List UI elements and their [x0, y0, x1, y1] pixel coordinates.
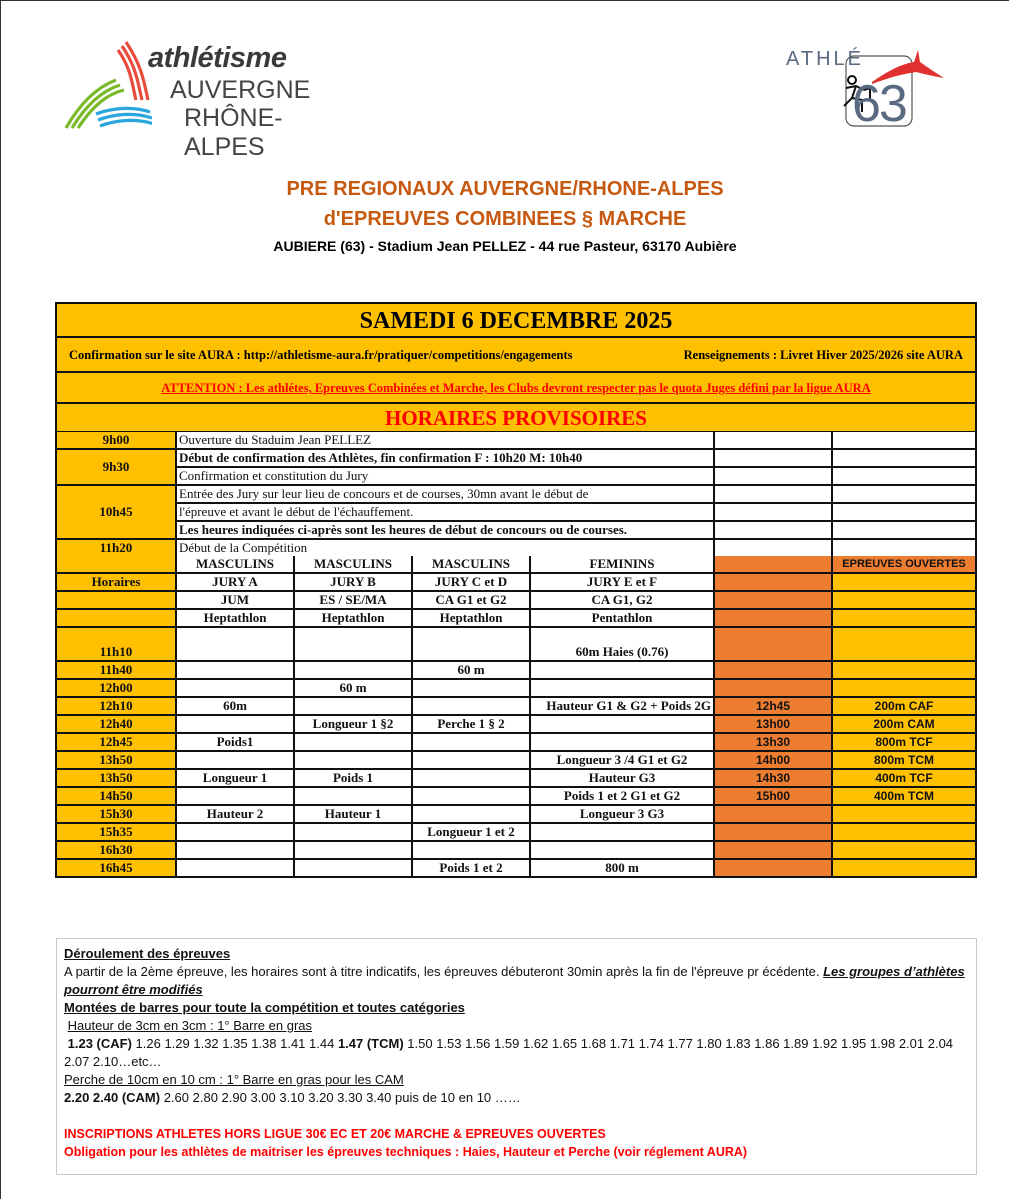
event-cell-c2 — [294, 733, 412, 751]
info-band — [57, 338, 975, 373]
event-cell-c3 — [412, 679, 530, 697]
event-cell-c3 — [412, 841, 530, 859]
empty-cell — [832, 485, 975, 503]
time-cell: 11h40 — [57, 661, 176, 679]
open-event-time: 13h00 — [714, 715, 832, 733]
event-cell-c3 — [412, 697, 530, 715]
event-cell-c1 — [176, 644, 294, 661]
intro-row — [57, 539, 975, 556]
event-cell-c2 — [294, 644, 412, 661]
empty-cell — [714, 467, 832, 485]
event-cell-c1: Hauteur 2 — [176, 805, 294, 823]
event-cell-c2: ES / SE/MA — [294, 591, 412, 609]
intro-row — [57, 521, 975, 539]
perche-bold: 2.20 2.40 (CAM) — [64, 1090, 161, 1105]
open-event-time — [714, 661, 832, 679]
event-cell-c4: 60m Haies (0.76) — [530, 644, 714, 661]
event-cell-c1 — [176, 715, 294, 733]
intro-time: 9h00 — [57, 432, 176, 449]
logo-aura-graphic-icon — [62, 40, 152, 135]
time-cell: 13h50 — [57, 769, 176, 787]
intro-description: Confirmation et constitution du Jury — [176, 467, 714, 485]
event-cell-c4: 800 m — [530, 859, 714, 876]
open-event-name — [832, 591, 975, 609]
event-cell-c1 — [176, 823, 294, 841]
open-event-name — [832, 841, 975, 859]
time-cell — [57, 609, 176, 627]
time-cell: 12h40 — [57, 715, 176, 733]
event-cell-c4 — [530, 841, 714, 859]
open-event-time — [714, 609, 832, 627]
schedule-row — [57, 697, 975, 715]
event-cell-c2 — [294, 627, 412, 644]
intro-description: Ouverture du Staduim Jean PELLEZ — [176, 432, 714, 449]
time-cell: 12h45 — [57, 733, 176, 751]
open-event-time: 14h00 — [714, 751, 832, 769]
open-event-time — [714, 859, 832, 876]
renseignements-text: Renseignements : Livret Hiver 2025/2026 site AURA — [683, 348, 963, 362]
open-event-time — [714, 644, 832, 661]
event-cell-c2: Poids 1 — [294, 769, 412, 787]
confirmation-link-text[interactable]: Confirmation sur le site AURA : http://athletisme-aura.fr/pratiquer/competitions/engagements — [69, 348, 573, 362]
time-cell: 16h30 — [57, 841, 176, 859]
event-cell-c1 — [176, 661, 294, 679]
event-cell-c4: Pentathlon — [530, 609, 714, 627]
empty-cell — [832, 539, 975, 556]
notes-para1-emphasis: Les groupes d’athlètes pourront être modifiés — [64, 964, 965, 997]
open-event-time: 12h45 — [714, 697, 832, 715]
hauteur-seq-1: 1.26 1.29 1.32 1.35 1.38 1.41 1.44 — [131, 1036, 338, 1051]
event-cell-c1 — [176, 679, 294, 697]
document-title-line1: PRE REGIONAUX AUVERGNE/RHONE-ALPES — [286, 178, 724, 200]
event-cell-c3: 60 m — [412, 661, 530, 679]
empty-cell — [832, 449, 975, 467]
open-event-name: 800m TCM — [832, 751, 975, 769]
logo-right-line1: ATHLÉ — [786, 48, 864, 70]
open-event-time — [714, 573, 832, 591]
intro-row — [57, 485, 975, 503]
event-cell-c3 — [412, 787, 530, 805]
open-event-name: 200m CAF — [832, 697, 975, 715]
logo-right-line2: 63 — [852, 75, 906, 133]
column-header-row — [57, 591, 975, 609]
open-event-name — [832, 823, 975, 841]
logo-athle-63 — [784, 42, 954, 137]
event-cell-c2 — [294, 697, 412, 715]
empty-cell — [714, 539, 832, 556]
time-cell: 11h10 — [57, 644, 176, 661]
time-cell: 16h45 — [57, 859, 176, 876]
notes-para1 — [64, 963, 969, 999]
event-cell-c1: Heptathlon — [176, 609, 294, 627]
open-event-name — [832, 627, 975, 644]
open-event-time — [714, 679, 832, 697]
event-cell-c4: Longueur 3 /4 G1 et G2 — [530, 751, 714, 769]
hauteur-seq-2: 1.50 1.53 1.56 1.59 1.62 1.65 1.68 1.71 1.74 1.77 1.80 1.83 1.86 1.89 1.92 1.95 1.98 2.01 2.04 2.07 2.10…etc… — [64, 1036, 954, 1069]
event-cell-c4: JURY E et F — [530, 573, 714, 591]
event-cell-c4: FEMININS — [530, 556, 714, 573]
empty-cell — [832, 467, 975, 485]
event-cell-c2 — [294, 787, 412, 805]
event-cell-c4 — [530, 679, 714, 697]
event-cell-c4: Poids 1 et 2 G1 et G2 — [530, 787, 714, 805]
time-cell — [57, 556, 176, 573]
logo-athletisme-aura — [62, 40, 362, 161]
open-event-time — [714, 841, 832, 859]
event-cell-text: Hauteur G1 & G2 + Poids 2G — [546, 698, 712, 713]
open-event-time: 13h30 — [714, 733, 832, 751]
event-cell-c1: Poids1 — [176, 733, 294, 751]
open-event-name — [832, 661, 975, 679]
event-cell-c1: JURY A — [176, 573, 294, 591]
open-event-time — [714, 823, 832, 841]
open-event-name — [832, 679, 975, 697]
empty-cell — [832, 432, 975, 449]
perche-label: Perche de 10cm en 10 cm : 1° Barre en gras pour les CAM — [64, 1072, 404, 1087]
event-cell-c2 — [294, 859, 412, 876]
intro-row — [57, 449, 975, 467]
document-title-line2: d'EPREUVES COMBINEES § MARCHE — [323, 208, 687, 230]
event-cell-c4 — [530, 661, 714, 679]
schedule-row — [57, 733, 975, 751]
event-cell-c3: Perche 1 § 2 — [412, 715, 530, 733]
empty-cell — [714, 503, 832, 521]
event-cell-c2 — [294, 841, 412, 859]
event-cell-c3: Heptathlon — [412, 609, 530, 627]
event-cell-c2: MASCULINS — [294, 556, 412, 573]
event-cell-c3: Poids 1 et 2 — [412, 859, 530, 876]
event-cell-c3 — [412, 644, 530, 661]
time-cell: 13h50 — [57, 751, 176, 769]
open-event-name — [832, 609, 975, 627]
intro-row — [57, 467, 975, 485]
empty-cell — [714, 485, 832, 503]
event-cell-c4: CA G1, G2 — [530, 591, 714, 609]
schedule-row — [57, 644, 975, 661]
time-cell: 15h35 — [57, 823, 176, 841]
hauteur-values — [64, 1035, 969, 1071]
event-cell-c1: 60m — [176, 697, 294, 715]
schedule-row — [57, 841, 975, 859]
open-event-name — [832, 805, 975, 823]
event-cell-c3: CA G1 et G2 — [412, 591, 530, 609]
event-cell-c3: MASCULINS — [412, 556, 530, 573]
notes-para1-text: A partir de la 2ème épreuve, les horaires sont à titre indicatifs, les épreuves débuteront 30min après la fin de l'épreuve pr écédente. — [64, 964, 824, 979]
notes-heading: Déroulement des épreuves — [64, 946, 231, 961]
open-event-name: 400m TCF — [832, 769, 975, 787]
event-cell-c1 — [176, 841, 294, 859]
schedule-row — [57, 823, 975, 841]
hauteur-label: Hauteur de 3cm en 3cm : 1° Barre en gras — [67, 1018, 312, 1033]
event-cell-c2: 60 m — [294, 679, 412, 697]
time-cell: 14h50 — [57, 787, 176, 805]
event-cell-c2: Hauteur 1 — [294, 805, 412, 823]
open-event-name — [832, 859, 975, 876]
open-event-name: EPREUVES OUVERTES — [832, 556, 975, 573]
time-cell: 12h00 — [57, 679, 176, 697]
event-cell-c4 — [530, 697, 714, 715]
event-cell-c1: Longueur 1 — [176, 769, 294, 787]
event-cell-c2: JURY B — [294, 573, 412, 591]
schedule-table — [57, 432, 975, 876]
event-cell-c3 — [412, 733, 530, 751]
event-cell-c4 — [530, 823, 714, 841]
horaires-title: HORAIRES PROVISOIRES — [57, 404, 975, 432]
intro-description: Début de confirmation des Athlètes, fin confirmation F : 10h20 M: 10h40 — [176, 449, 714, 467]
event-cell-c3 — [412, 751, 530, 769]
obligation-notice: Obligation pour les athlètes de maitriser les épreuves techniques : Haies, Hauteur et Perche (voir réglement AURA) — [64, 1145, 748, 1159]
time-cell — [57, 627, 176, 644]
intro-time: 10h45 — [57, 485, 176, 539]
event-cell-c2 — [294, 823, 412, 841]
intro-time: 11h20 — [57, 539, 176, 556]
schedule-row — [57, 715, 975, 733]
schedule-row — [57, 859, 975, 876]
intro-description: Entrée des Jury sur leur lieu de concours et de courses, 30mn avant le début de — [176, 485, 714, 503]
event-cell-c2 — [294, 661, 412, 679]
event-cell-c2: Longueur 1 §2 — [294, 715, 412, 733]
event-cell-c4 — [530, 627, 714, 644]
open-event-time — [714, 591, 832, 609]
barres-heading: Montées de barres pour toute la compétition et toutes catégories — [64, 1000, 465, 1015]
open-event-time — [714, 556, 832, 573]
time-cell — [57, 591, 176, 609]
hauteur-bold-2: 1.47 (TCM) — [337, 1036, 404, 1051]
column-header-row — [57, 556, 975, 573]
intro-description: Début de la Compétition — [176, 539, 714, 556]
perche-values — [64, 1089, 969, 1107]
event-cell-c4 — [530, 733, 714, 751]
schedule-row — [57, 769, 975, 787]
time-cell: Horaires — [57, 573, 176, 591]
event-cell-c2 — [294, 751, 412, 769]
notes-box — [56, 938, 977, 1175]
event-cell-c4: Longueur 3 G3 — [530, 805, 714, 823]
logo-left-line3: RHÔNE-ALPES — [184, 104, 283, 161]
schedule-row — [57, 787, 975, 805]
empty-cell — [714, 432, 832, 449]
logo-left-line2: AUVERGNE — [170, 76, 311, 104]
open-event-name: 800m TCF — [832, 733, 975, 751]
column-header-row — [57, 573, 975, 591]
open-event-time: 15h00 — [714, 787, 832, 805]
empty-cell — [832, 503, 975, 521]
empty-cell — [714, 449, 832, 467]
venue-address: AUBIERE (63) - Stadium Jean PELLEZ - 44 rue Pasteur, 63170 Aubière — [273, 238, 737, 254]
attention-notice: ATTENTION : Les athlétes, Epreuves Combinées et Marche, les Clubs devront respecter pas le quota Juges défini par la ligue AURA — [57, 373, 975, 404]
time-cell: 15h30 — [57, 805, 176, 823]
open-event-time: 14h30 — [714, 769, 832, 787]
column-header-row — [57, 627, 975, 644]
schedule-sheet — [55, 302, 977, 878]
schedule-row — [57, 805, 975, 823]
inscriptions-notice: INSCRIPTIONS ATHLETES HORS LIGUE 30€ EC ET 20€ MARCHE & EPREUVES OUVERTES — [64, 1127, 606, 1141]
open-event-name — [832, 573, 975, 591]
intro-time: 9h30 — [57, 449, 176, 485]
event-cell-c1: MASCULINS — [176, 556, 294, 573]
event-cell-c3 — [412, 627, 530, 644]
empty-cell — [714, 521, 832, 539]
empty-cell — [832, 521, 975, 539]
intro-row — [57, 503, 975, 521]
event-cell-c3: JURY C et D — [412, 573, 530, 591]
event-cell-c3 — [412, 769, 530, 787]
open-event-name: 200m CAM — [832, 715, 975, 733]
schedule-row — [57, 751, 975, 769]
event-cell-c1 — [176, 751, 294, 769]
event-cell-c4 — [530, 715, 714, 733]
hauteur-bold-1: 1.23 (CAF) — [67, 1036, 132, 1051]
event-cell-c4: Hauteur G3 — [530, 769, 714, 787]
open-event-time — [714, 627, 832, 644]
open-event-time — [714, 805, 832, 823]
event-cell-c1 — [176, 787, 294, 805]
intro-description: Les heures indiquées ci-après sont les heures de début de concours ou de courses. — [176, 521, 714, 539]
event-cell-c3: Longueur 1 et 2 — [412, 823, 530, 841]
intro-row — [57, 432, 975, 449]
open-event-name — [832, 644, 975, 661]
logo-left-line1: athlétisme — [148, 42, 287, 74]
event-cell-c2: Heptathlon — [294, 609, 412, 627]
open-event-name: 400m TCM — [832, 787, 975, 805]
schedule-row — [57, 679, 975, 697]
time-cell: 12h10 — [57, 697, 176, 715]
intro-description: l'épreuve et avant le début de l'échauffement. — [176, 503, 714, 521]
event-cell-c3 — [412, 805, 530, 823]
perche-seq: 2.60 2.80 2.90 3.00 3.10 3.20 3.30 3.40 puis de 10 en 10 …… — [160, 1090, 521, 1105]
schedule-row — [57, 661, 975, 679]
event-cell-c1 — [176, 627, 294, 644]
column-header-row — [57, 609, 975, 627]
event-date: SAMEDI 6 DECEMBRE 2025 — [57, 304, 975, 338]
event-cell-c1: JUM — [176, 591, 294, 609]
event-cell-c1 — [176, 859, 294, 876]
